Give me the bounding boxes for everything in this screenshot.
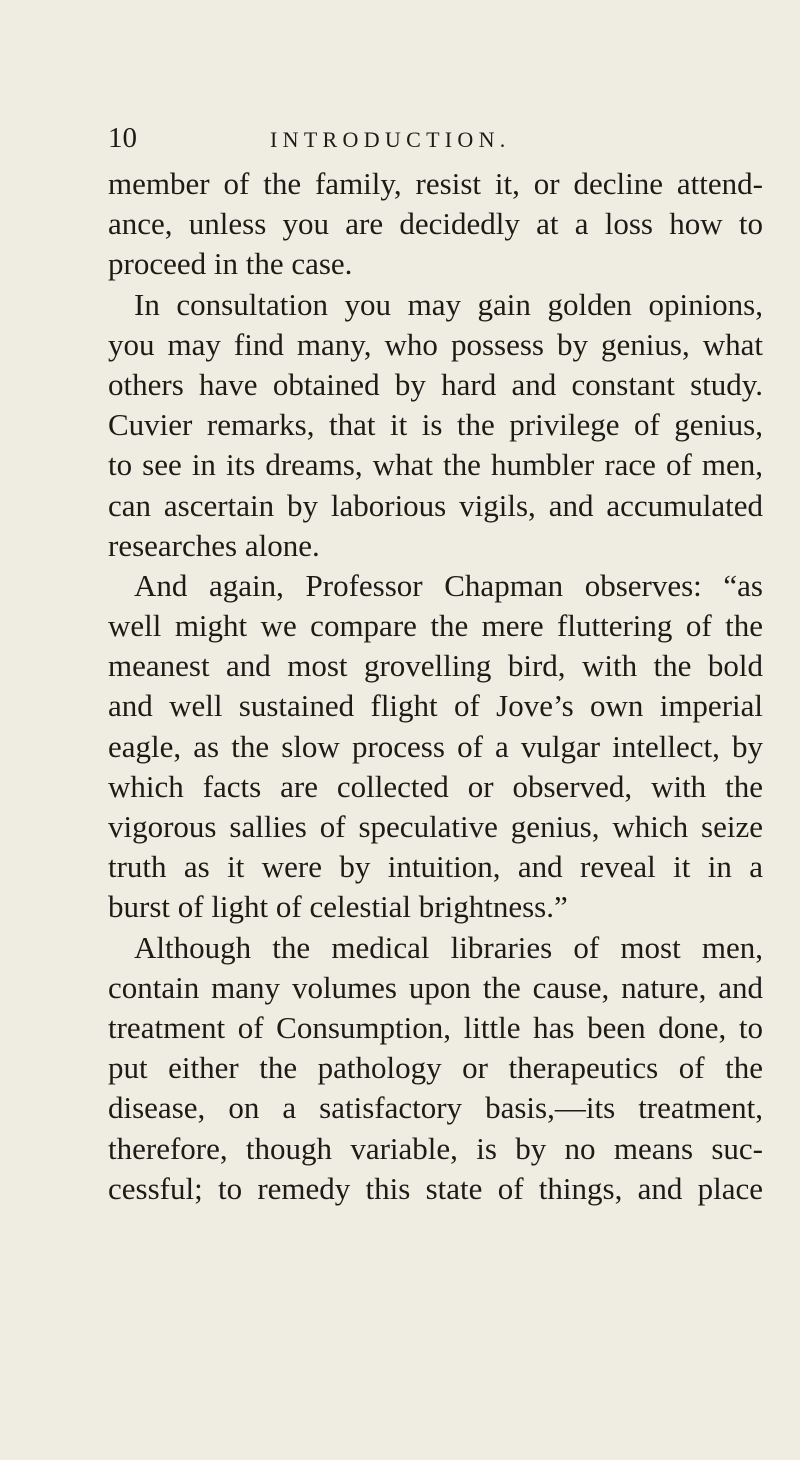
text-line: burst of light of celestial brightness.” [108,889,568,925]
page-number: 10 [108,122,137,154]
text-line: well might we compare the mere fluttering of the [108,608,763,644]
text-line: truth as it were by intuition, and reveal it in a [108,849,763,885]
text-line: to see in its dreams, what the humbler race of men, [108,447,763,483]
text-line: treatment of Consumption, little has been done, to [108,1009,763,1045]
running-head: INTRODUCTION. [270,127,511,152]
text-line: you may find many, who possess by genius, what [108,326,763,362]
text-line: member of the family, resist it, or decline attend- [108,166,763,201]
text-line: vigorous sallies of speculative genius, which seize [108,809,763,844]
text-line: can ascertain by laborious vigils, and accumulated [108,487,763,523]
text-line: and well sustained flight of Jove’s own imperial [108,688,763,724]
text-line: therefore, though variable, is by no means suc- [108,1130,763,1166]
text-line: contain many volumes upon the cause, nature, and [108,969,763,1005]
text-line: And again, Professor Chapman observes: “as [134,567,763,603]
text-line: which facts are collected or observed, with the [108,768,763,804]
text-line: researches alone. [108,527,320,563]
page-header [0,118,800,158]
text-line: ance, unless you are decidedly at a loss how to [108,206,763,242]
text-line: In consultation you may gain golden opinions, [134,286,763,322]
text-line: eagle, as the slow process of a vulgar intellect, by [108,728,763,764]
text-line: meanest and most grovelling bird, with the bold [108,648,763,684]
text-line: others have obtained by hard and constant study. [108,366,763,402]
text-line: Cuvier remarks, that it is the privilege of genius, [108,407,763,443]
body-text [108,164,763,1209]
text-line: Although the medical libraries of most men, [134,929,763,965]
text-line: cessful; to remedy this state of things, and place [108,1170,763,1206]
text-line: put either the pathology or therapeutics of the [108,1050,763,1086]
text-line: proceed in the case. [108,246,353,282]
text-line: disease, on a satisfactory basis,—its treatment, [108,1090,763,1126]
